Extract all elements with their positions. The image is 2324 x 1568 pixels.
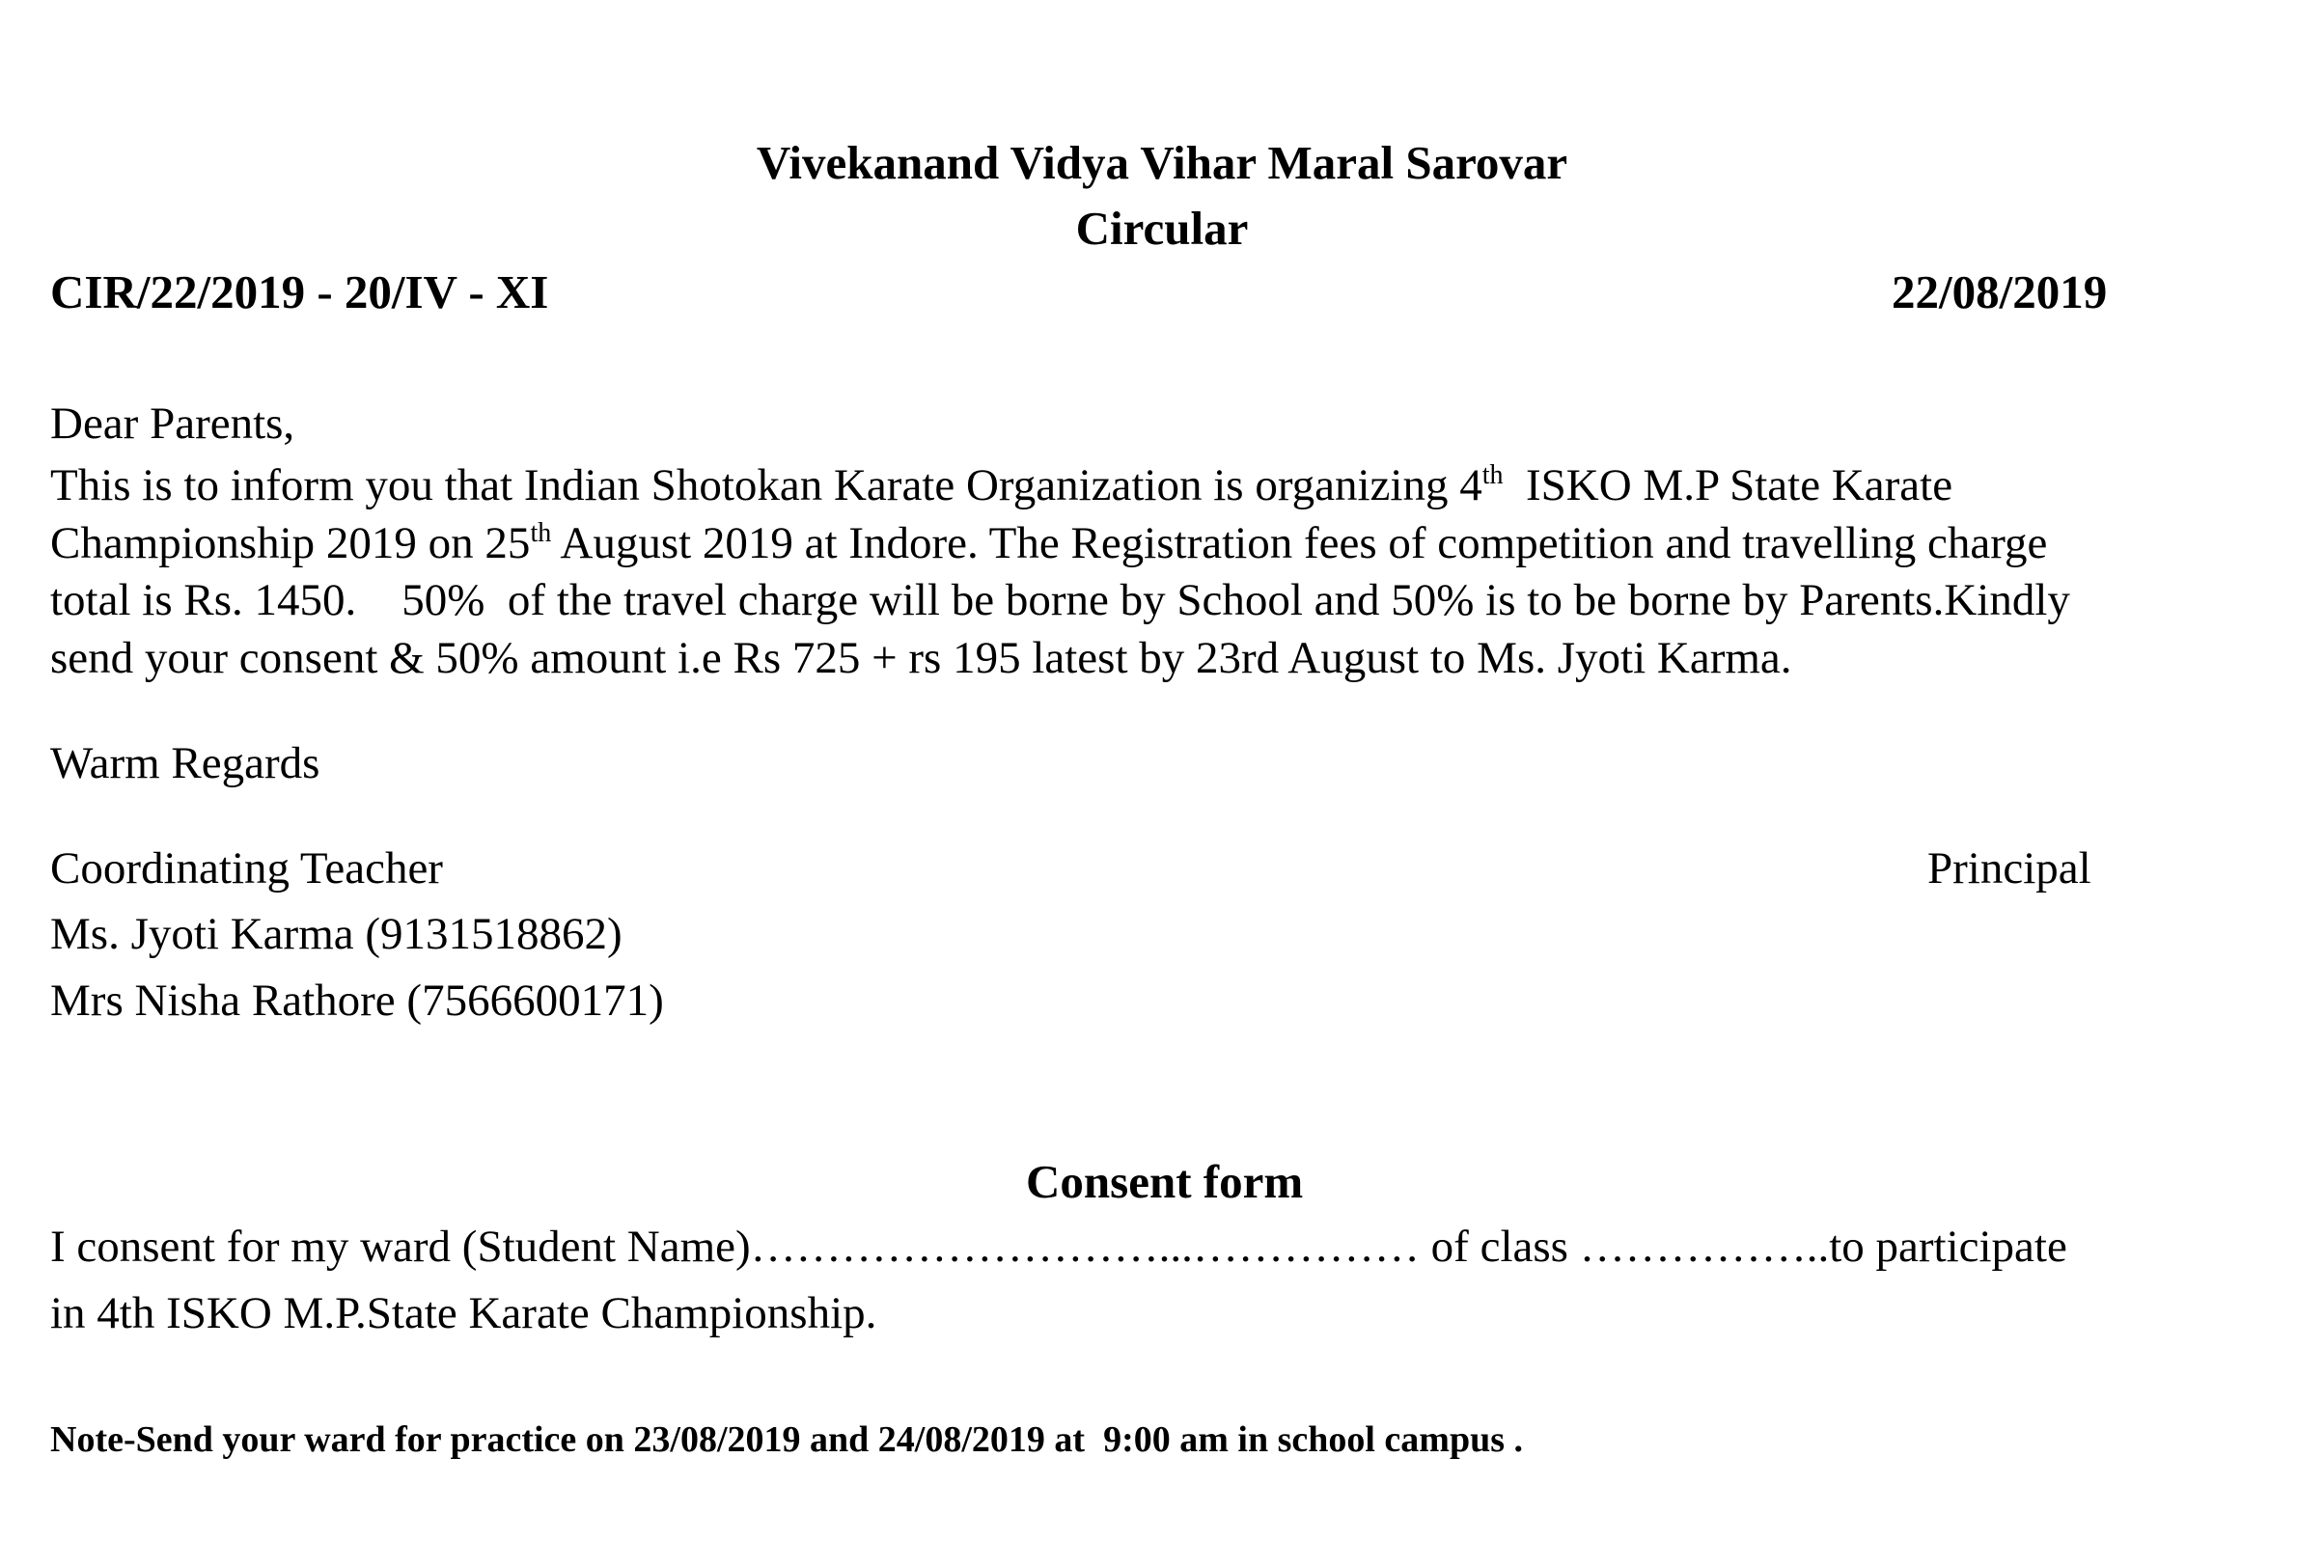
letter-line-1-text-b: ISKO M.P State Karate: [1503, 460, 1953, 510]
practice-note: Note-Send your ward for practice on 23/08/2019 and 24/08/2019 at 9:00 am in school campus .: [50, 1419, 1523, 1460]
circular-date: 22/08/2019: [1892, 265, 2108, 318]
ordinal-suffix: th: [1481, 460, 1504, 490]
coordinator-title: Coordinating Teacher: [50, 843, 443, 894]
ordinal-suffix: th: [530, 517, 552, 548]
consent-line-1: I consent for my ward (Student Name)………………………...…………… of class ……………..to participate: [50, 1222, 2067, 1272]
consent-line-2: in 4th ISKO M.P.State Karate Championship.: [50, 1288, 877, 1338]
letter-line-1-text-a: This is to inform you that Indian Shotokan Karate Organization is organizing 4: [50, 460, 1482, 510]
consent-heading: Consent form: [1026, 1155, 1304, 1208]
circular-reference: CIR/22/2019 - 20/IV - XI: [50, 265, 549, 318]
salutation: Dear Parents,: [50, 399, 295, 449]
letter-body: [50, 457, 2299, 687]
document-type: Circular: [1075, 202, 1249, 255]
principal-title: Principal: [1927, 843, 2091, 894]
letter-line-3: total is Rs. 1450. 50% of the travel charge will be borne by School and 50% is to be borne by Parents.Kindly: [50, 575, 2070, 625]
coordinator-name-1: Ms. Jyoti Karma (9131518862): [50, 909, 622, 959]
coordinator-name-2: Mrs Nisha Rathore (7566600171): [50, 976, 664, 1026]
letter-line-1: [50, 457, 2299, 515]
letter-line-2-text-b: August 2019 at Indore. The Registration fees of competition and travelling charge: [551, 517, 2048, 568]
letter-line-4: send your consent & 50% amount i.e Rs 725 + rs 195 latest by 23rd August to Ms. Jyoti Karma.: [50, 632, 1792, 683]
school-name: Vivekanand Vidya Vihar Maral Sarovar: [756, 136, 1568, 189]
letter-line-2: [50, 515, 2299, 573]
closing: Warm Regards: [50, 738, 320, 788]
letter-line-2-text-a: Championship 2019 on 25: [50, 517, 531, 568]
